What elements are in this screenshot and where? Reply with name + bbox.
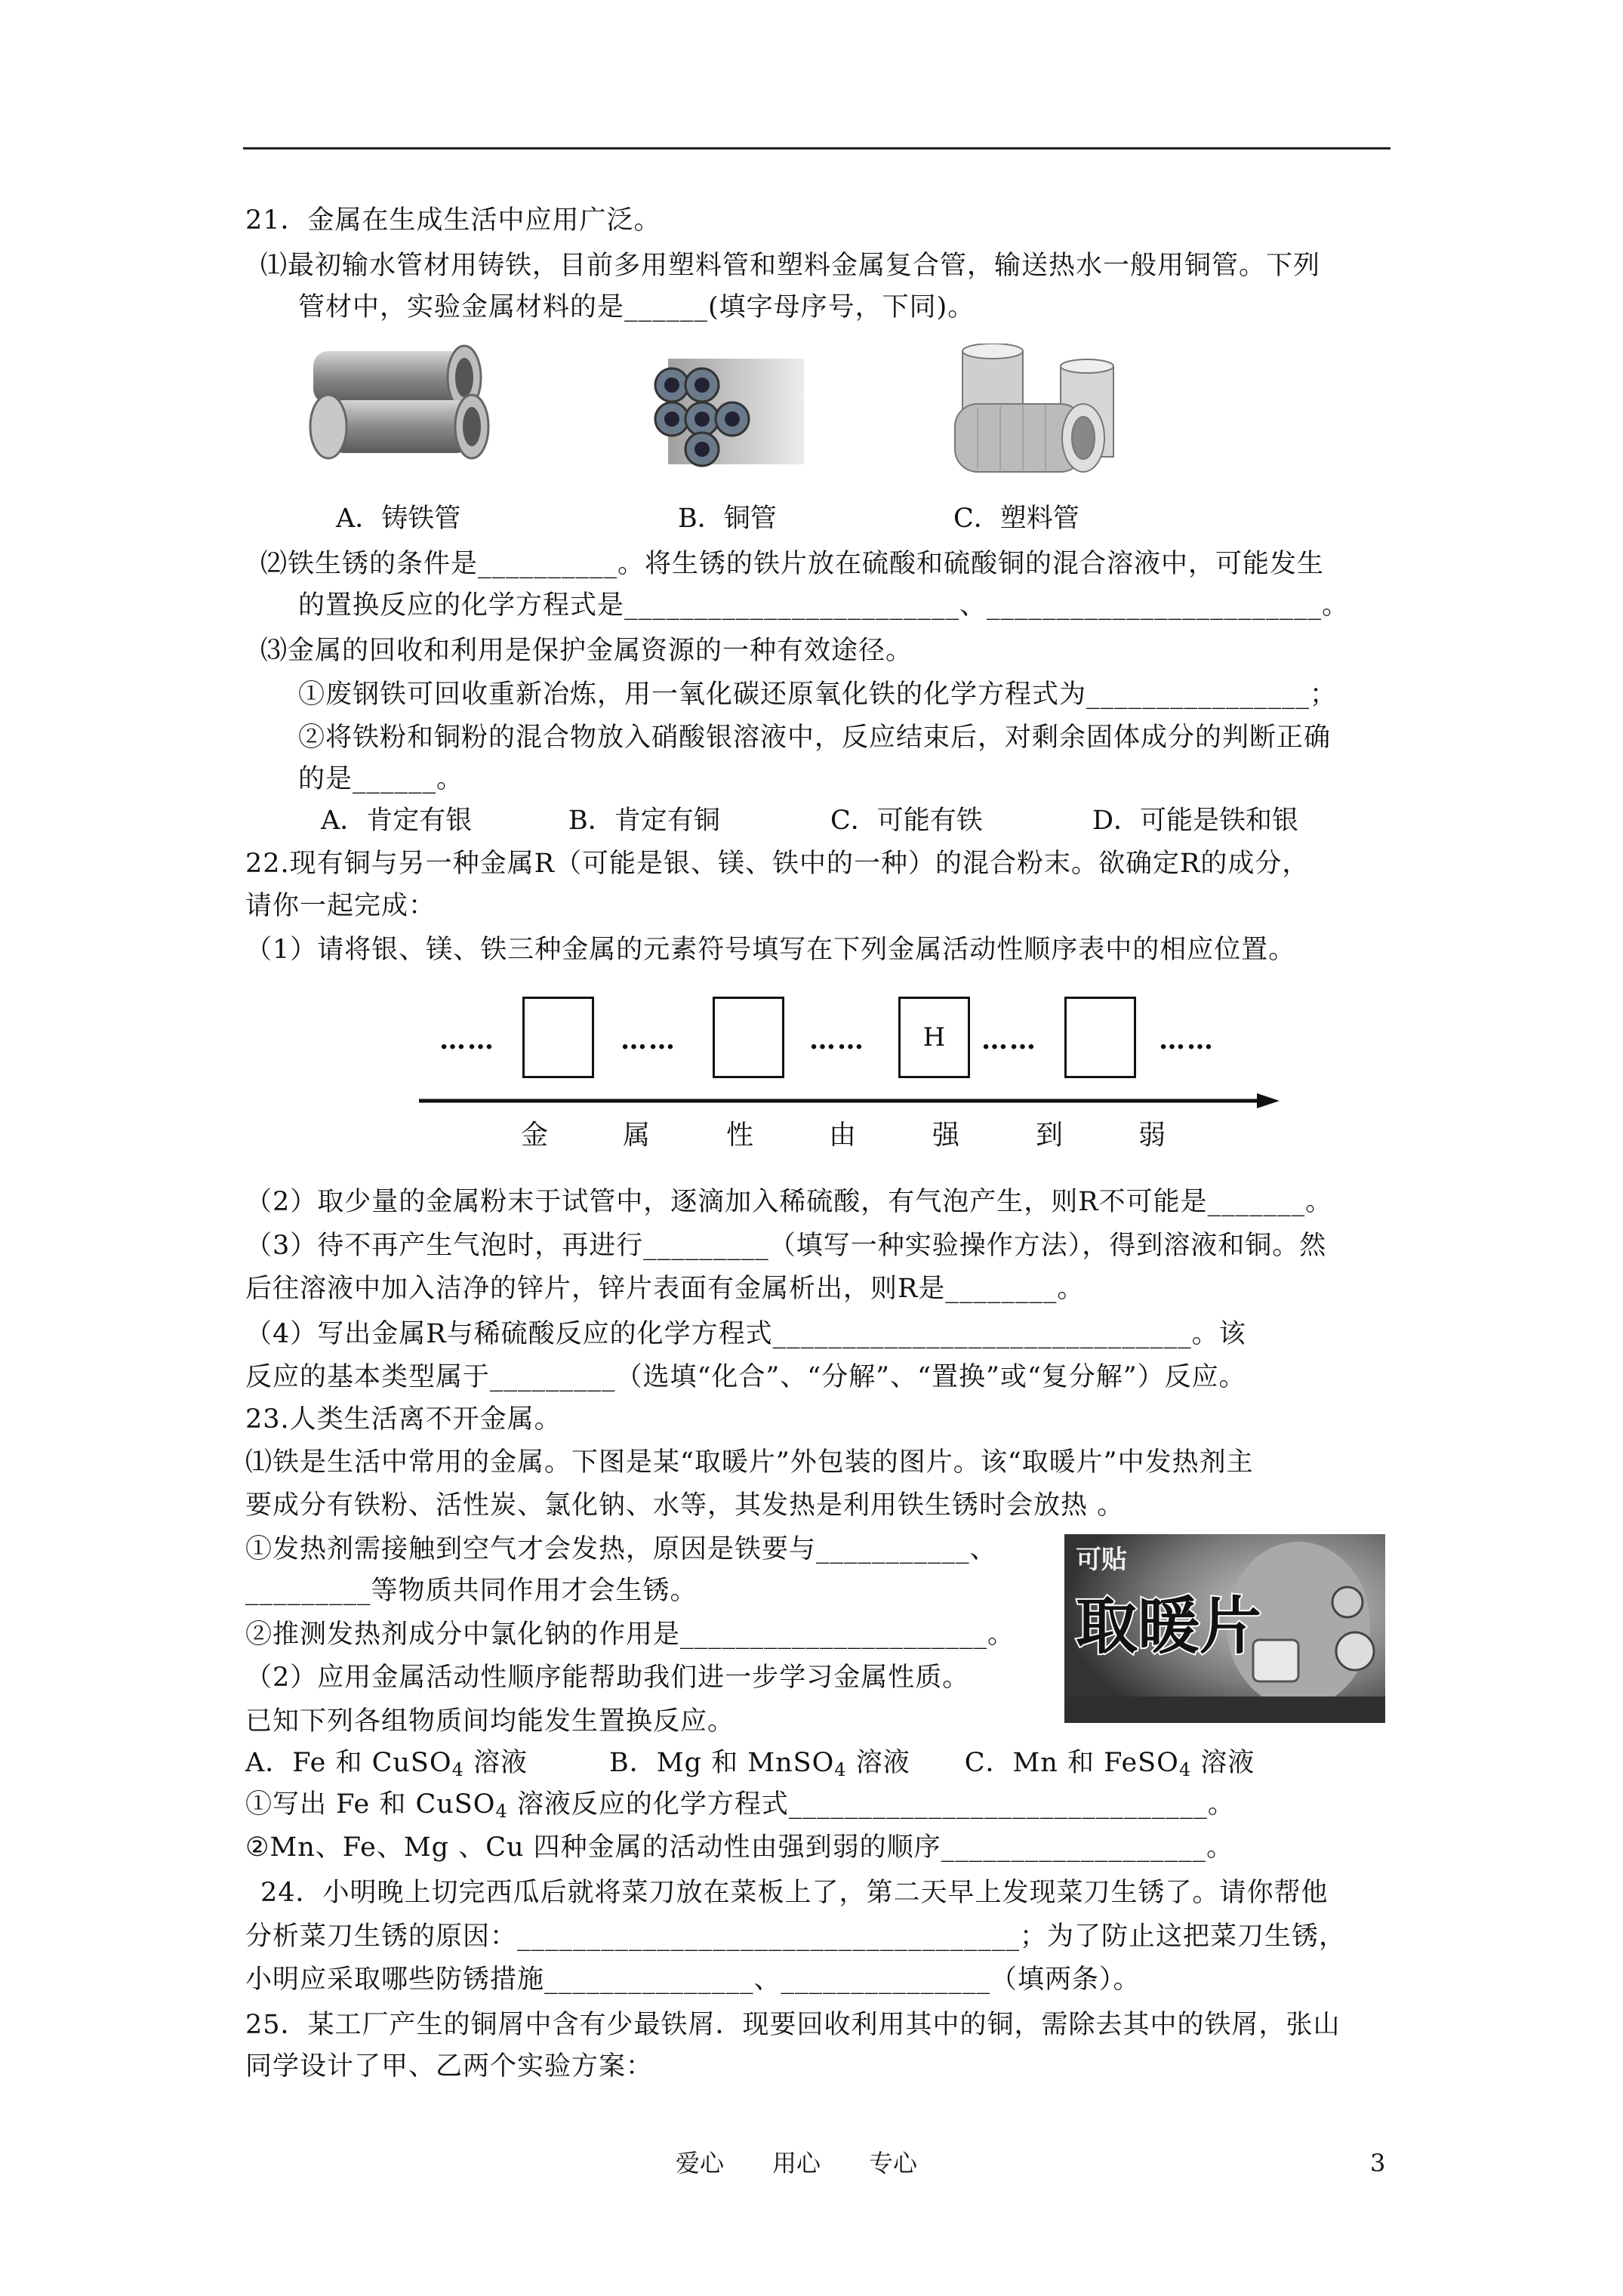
- series-blank-box-3[interactable]: [1064, 997, 1136, 1078]
- plastic-pipe-image: [947, 344, 1121, 483]
- q22-line4: （2）取少量的金属粉末于试管中，逐滴加入稀硫酸，有气泡产生，则R不可能是_______。: [245, 1187, 1333, 1217]
- axis-char-1: 金: [521, 1120, 549, 1151]
- header-rule: [243, 147, 1390, 149]
- page-number: 3: [1370, 2149, 1386, 2177]
- q22-line8: 反应的基本类型属于_________（选填“化合”、“分解”、“置换”或“复分解”）反应。: [245, 1362, 1246, 1392]
- q25-line2: 同学设计了甲、乙两个实验方案：: [245, 2051, 654, 2082]
- hand-warmer-package-image: [1064, 1534, 1385, 1723]
- q23-line2: ⑴铁是生活中常用的金属。下图是某“取暖片”外包装的图片。该“取暖片”中发热剂主: [245, 1447, 1254, 1478]
- q22-line2: 请你一起完成：: [245, 891, 436, 921]
- series-hydrogen-box: H: [898, 997, 970, 1078]
- q23-line10: ①写出 Fe 和 CuSO$_4$ 溶液反应的化学方程式______________________________。: [245, 1789, 1235, 1822]
- q22-line3: （1）请将银、镁、铁三种金属的元素符号填写在下列金属活动性顺序表中的相应位置。: [245, 935, 1296, 965]
- axis-char-5: 强: [932, 1120, 960, 1151]
- q21-option-c: C．可能有铁: [830, 806, 983, 836]
- axis-char-6: 到: [1036, 1120, 1064, 1151]
- q21-option-d: D．可能是铁和银: [1092, 806, 1299, 836]
- q23-line6: ②推测发热剂成分中氯化钠的作用是______________________。: [245, 1620, 1015, 1650]
- q21-p3-line1: ⑶金属的回收和利用是保护金属资源的一种有效途径。: [260, 636, 913, 666]
- q22-line6: 后往溶液中加入洁净的锌片，锌片表面有金属析出，则R是________。: [245, 1274, 1085, 1304]
- q21-p2-line2: 的置换反应的化学方程式是________________________、________________________。: [298, 590, 1350, 621]
- q24-line2: 分析菜刀生锈的原因：____________________________________；为了防止这把菜刀生锈，: [245, 1922, 1347, 1952]
- series-dots-2: ……: [621, 1025, 676, 1056]
- q21-p1-line1: ⑴最初输水管材用铸铁，目前多用塑料管和塑料金属复合管，输送热水一般用铜管。下列: [260, 251, 1321, 281]
- series-blank-box-2[interactable]: [713, 997, 784, 1078]
- q21-option-b: B．肯定有铜: [568, 806, 720, 836]
- axis-char-7: 弱: [1138, 1120, 1166, 1151]
- package-text-small: 可贴: [1076, 1545, 1127, 1575]
- pipe-label-b: B．铜管: [678, 504, 777, 534]
- q21-p3-line3: ②将铁粉和铜粉的混合物放入硝酸银溶液中，反应结束后，对剩余固体成分的判断正确: [298, 723, 1332, 753]
- cast-iron-pipe-image: [306, 340, 494, 472]
- package-text-large: 取暖片: [1076, 1591, 1262, 1663]
- q21-p2-line1: ⑵铁生锈的条件是__________。将生锈的铁片放在硫酸和硫酸铜的混合溶液中，可能发生: [260, 549, 1325, 579]
- q23-line9: A．Fe 和 CuSO$_4$ 溶液 B．Mg 和 MnSO$_4$ 溶液 C．Mn 和 FeSO$_4$ 溶液: [245, 1748, 1255, 1780]
- q23-line7: （2）应用金属活动性顺序能帮助我们进一步学习金属性质。: [245, 1663, 970, 1693]
- q22-line1: 22.现有铜与另一种金属R（可能是银、镁、铁中的一种）的混合粉末。欲确定R的成分，: [245, 849, 1310, 879]
- copper-pipe-image: [645, 351, 808, 472]
- series-blank-box-1[interactable]: [522, 997, 594, 1078]
- q24-line3: 小明应采取哪些防锈措施_______________、_______________（填两条）。: [245, 1965, 1141, 1995]
- q23-line8: 已知下列各组物质间均能发生置换反应。: [245, 1706, 735, 1737]
- axis-char-4: 由: [829, 1120, 857, 1151]
- q23-line4: ①发热剂需接触到空气才会发热，原因是铁要与___________、: [245, 1534, 997, 1564]
- pipe-label-c: C．塑料管: [953, 504, 1079, 534]
- series-dots-5: ……: [1159, 1025, 1215, 1056]
- q21-p3-line2: ①废钢铁可回收重新冶炼，用一氧化碳还原氧化铁的化学方程式为________________；: [298, 680, 1338, 710]
- q21-p1-line2: 管材中，实验金属材料的是______(填字母序号，下同)。: [298, 292, 975, 322]
- footer-motto: 爱心 用心 专心: [676, 2149, 918, 2177]
- q23-line5: _________等物质共同作用才会生锈。: [245, 1576, 698, 1606]
- q21-option-a: A．肯定有银: [321, 806, 473, 836]
- series-dots-4: ……: [981, 1025, 1037, 1056]
- pipe-label-a: A．铸铁管: [336, 504, 461, 534]
- q23-line11: ②Mn、Fe、Mg 、Cu 四种金属的活动性由强到弱的顺序___________________。: [245, 1832, 1234, 1863]
- q23-line3: 要成分有铁粉、活性炭、氯化钠、水等，其发热是利用铁生锈时会放热 。: [245, 1490, 1125, 1521]
- series-dots-3: ……: [809, 1025, 865, 1056]
- q23-line1: 23.人类生活离不开金属。: [245, 1404, 562, 1435]
- axis-char-2: 属: [623, 1120, 651, 1151]
- q22-line7: （4）写出金属R与稀硫酸反应的化学方程式______________________________。该: [245, 1319, 1246, 1349]
- q22-line5: （3）待不再产生气泡时，再进行_________（填写一种实验操作方法），得到溶液和铜。然: [245, 1231, 1327, 1261]
- q24-line1: 24．小明晚上切完西瓜后就将菜刀放在菜板上了，第二天早上发现菜刀生锈了。请你帮他: [260, 1878, 1329, 1908]
- q21-p3-line4: 的是______。: [298, 764, 464, 794]
- series-dots-1: ……: [439, 1025, 495, 1056]
- q21-title: 21．金属在生成生活中应用广泛。: [245, 205, 661, 236]
- q25-line1: 25．某工厂产生的铜屑中含有少最铁屑．现要回收利用其中的铜，需除去其中的铁屑，张山: [245, 2010, 1341, 2040]
- axis-char-3: 性: [726, 1120, 754, 1151]
- activity-arrow: [419, 1092, 1287, 1110]
